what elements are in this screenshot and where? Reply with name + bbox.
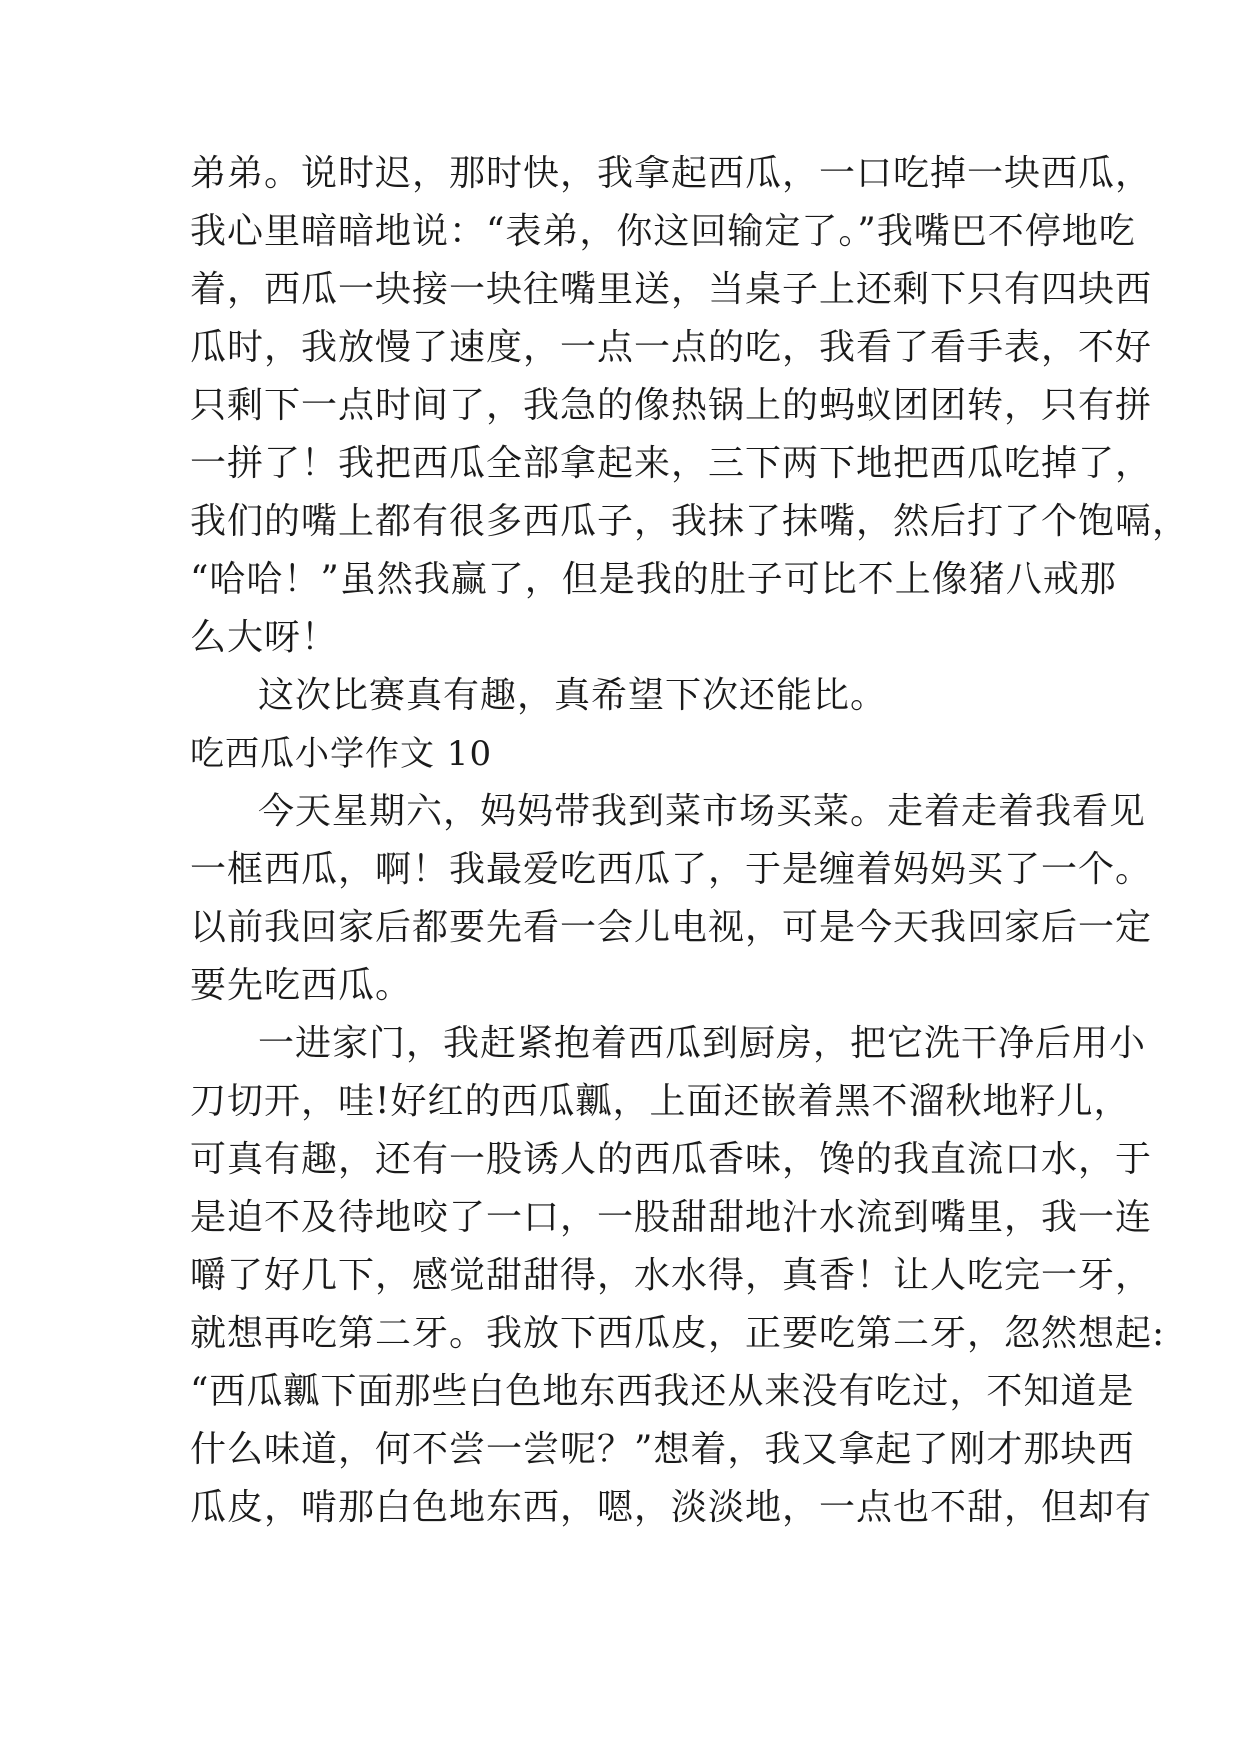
text-line: 以前我回家后都要先看一会儿电视，可是今天我回家后一定 [190, 907, 1153, 948]
text-line: “哈哈！”虽然我赢了，但是我的肚子可比不上像猪八戒那 [190, 559, 1117, 600]
text-line: 一拼了！我把西瓜全部拿起来，三下两下地把西瓜吃掉了， [190, 443, 1153, 484]
section-heading: 吃西瓜小学作文 10 [190, 734, 493, 774]
text-line: 我心里暗暗地说：“表弟，你这回输定了。”我嘴巴不停地吃 [190, 211, 1136, 252]
text-line: 什么味道，何不尝一尝呢？”想着，我又拿起了刚才那块西 [190, 1429, 1135, 1470]
text-line: 就想再吃第二牙。我放下西瓜皮，正要吃第二牙，忽然想起: [190, 1313, 1166, 1354]
text-line: 可真有趣，还有一股诱人的西瓜香味，馋的我直流口水，于 [190, 1139, 1153, 1180]
text-line: 要先吃西瓜。 [190, 965, 413, 1006]
text-line: “西瓜瓤下面那些白色地东西我还从来没有吃过，不知道是 [190, 1371, 1135, 1412]
text-line: 刀切开，哇!好红的西瓜瓤，上面还嵌着黑不溜秋地籽儿， [190, 1081, 1131, 1122]
text-line: 弟弟。说时迟，那时快，我拿起西瓜，一口吃掉一块西瓜， [190, 153, 1153, 194]
text-line: 嚼了好几下，感觉甜甜得，水水得，真香！让人吃完一牙， [190, 1255, 1153, 1296]
text-line: 么大呀！ [190, 617, 339, 658]
text-line: 瓜时，我放慢了速度，一点一点的吃，我看了看手表，不好 [190, 327, 1153, 368]
paragraph-line: 今天星期六，妈妈带我到菜市场买菜。走着走着我看见 [258, 791, 1147, 832]
text-line: 是迫不及待地咬了一口，一股甜甜地汁水流到嘴里，我一连 [190, 1197, 1153, 1238]
text-line: 我们的嘴上都有很多西瓜子，我抹了抹嘴，然后打了个饱嗝， [190, 501, 1190, 542]
text-line: 瓜皮，啃那白色地东西，嗯，淡淡地，一点也不甜，但却有 [190, 1487, 1153, 1528]
text-line: 一框西瓜，啊！我最爱吃西瓜了，于是缠着妈妈买了一个。 [190, 849, 1153, 890]
text-line: 只剩下一点时间了，我急的像热锅上的蚂蚁团团转，只有拼 [190, 385, 1153, 426]
paragraph-line: 这次比赛真有趣，真希望下次还能比。 [258, 675, 888, 716]
text-line: 着，西瓜一块接一块往嘴里送，当桌子上还剩下只有四块西 [190, 269, 1153, 310]
paragraph-line: 一进家门，我赶紧抱着西瓜到厨房，把它洗干净后用小 [258, 1023, 1147, 1064]
